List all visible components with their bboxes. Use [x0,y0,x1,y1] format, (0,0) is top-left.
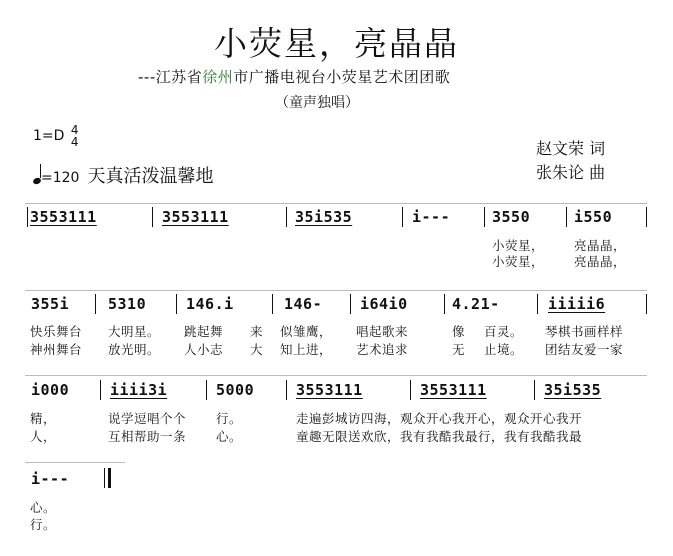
lyric: 像 [452,324,466,339]
bar-line [27,207,28,227]
bar-line [206,380,207,400]
measure: 3553111 [162,208,229,226]
bar-line [484,207,485,227]
measure: i--- [412,208,451,226]
measure: iiii3i [110,381,168,399]
bar-line [104,468,105,488]
lyric: 似雏鹰， [280,324,333,339]
lyric: 亮晶晶， [574,238,627,253]
measure: i--- [31,470,70,488]
bar-line [350,294,351,314]
lyric: 行。 [30,517,57,532]
lyric: 唱起歌来 [356,324,409,339]
lyric: 心。 [30,500,57,515]
staff-rule [25,375,647,376]
measure: i64i0 [360,295,408,313]
lyric: 互相帮助一条 [108,429,187,444]
subtitle-prefix: ---江苏省 [138,68,203,86]
measure: 3550 [492,208,531,226]
time-top: 4 [70,123,79,137]
bar-line [100,380,101,400]
lyric: 小荧星， [492,254,545,269]
lyricist-credit: 赵文荣 词 [536,139,606,158]
lyric: 快乐舞台 [30,324,83,339]
lyric: 人小志 [184,342,224,357]
lyric: 说学逗唱个个 [108,411,187,426]
lyric: 百灵。 [484,324,524,339]
measure: 5310 [108,295,147,313]
lyric: 琴棋书画样样 [545,324,624,339]
measure: i000 [31,381,70,399]
bar-line [566,207,567,227]
bar-line [286,380,287,400]
note-stem [40,164,41,178]
time-bottom: 4 [70,135,79,149]
measure: iiiii6 [548,295,606,313]
bar-line [444,294,445,314]
bar-line [176,294,177,314]
staff-rule [25,290,647,291]
final-bar-line [108,468,111,488]
lyric: 亮晶晶， [574,254,627,269]
lyric: 大 [250,342,264,357]
bar-line [537,294,538,314]
subtitle-suffix: 市广播电视台小荧星艺术团团歌 [233,68,451,86]
lyric: 行。 [216,411,243,426]
mood-marking: 天真活泼温馨地 [87,166,214,187]
tempo-value: =120 [41,170,80,186]
lyric: 止境。 [484,342,524,357]
lyric: 心。 [216,429,243,444]
lyric: 放光明。 [108,342,161,357]
lyric: 团结友爱一家 [545,342,624,357]
staff-rule [25,203,647,204]
composer-credit: 张朱论 曲 [536,163,606,182]
bar-line [646,294,647,314]
bar-line [272,294,273,314]
key-signature [33,124,79,148]
song-title: 小荧星，亮晶晶 [214,24,459,63]
staff-rule [25,462,125,463]
lyric: 神州舞台 [30,342,83,357]
lyric: 大明星。 [108,324,161,339]
bar-line [402,207,403,227]
measure: 146.i [186,295,234,313]
measure: 35i535 [295,208,353,226]
lyric: 人， [30,429,57,444]
song-subtitle [138,66,450,87]
measure: 5000 [216,381,255,399]
measure: 3553111 [296,381,363,399]
lyric: 童趣无限送欢欣，我有我酷我最行，我有我酷我最 [296,429,583,444]
lyric: 来 [250,324,264,339]
bar-line [646,207,647,227]
time-signature [71,124,79,148]
measure: 146- [284,295,323,313]
lyric: 精， [30,411,57,426]
lyric: 知上进， [280,342,333,357]
measure: 3553111 [30,208,97,226]
lyric: 走遍彭城访四海，观众开心我开心，观众开心我开 [296,411,583,426]
measure: 4.21- [452,295,500,313]
bar-line [410,380,411,400]
lyric: 跳起舞 [184,324,224,339]
measure: 355i [31,295,70,313]
key-label: 1=D [33,128,65,144]
measure: 3553111 [420,381,487,399]
bar-line [152,207,153,227]
measure: 35i535 [544,381,602,399]
bar-line [534,380,535,400]
lyric: 艺术追求 [356,342,409,357]
performance-style: （童声独唱） [275,95,359,111]
tempo-marking [33,162,213,188]
measure: i550 [574,208,613,226]
lyric: 小荧星， [492,238,545,253]
bar-line [286,207,287,227]
lyric: 无 [452,342,466,357]
bar-line [95,294,96,314]
subtitle-highlight: 徐州 [202,68,234,86]
